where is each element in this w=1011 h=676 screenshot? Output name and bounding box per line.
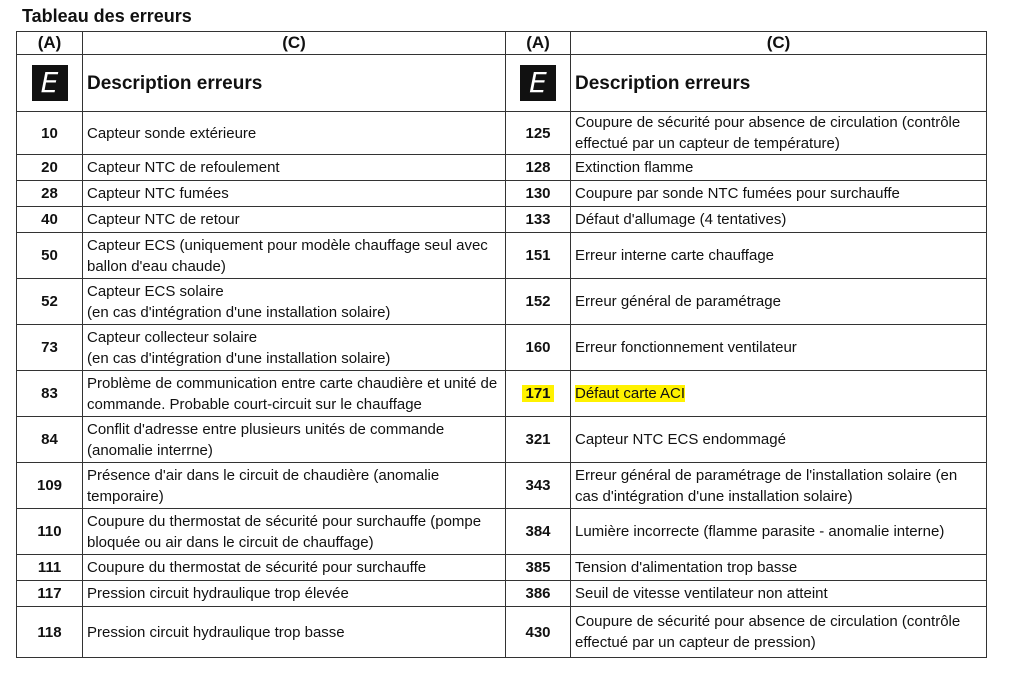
error-description-cell bbox=[571, 371, 987, 417]
error-description: Capteur NTC ECS endommagé bbox=[575, 431, 786, 448]
error-description: Erreur fonctionnement ventilateur bbox=[575, 339, 797, 356]
error-code-cell bbox=[506, 325, 571, 371]
error-description: Conflit d'adresse entre plusieurs unités de commande (anomalie interrne) bbox=[87, 420, 445, 459]
error-code: 109 bbox=[36, 477, 63, 494]
error-code-cell bbox=[506, 233, 571, 279]
description-header: Description erreurs bbox=[83, 55, 506, 112]
table-row bbox=[17, 207, 987, 233]
error-description-cell bbox=[571, 581, 987, 607]
error-code-cell bbox=[506, 155, 571, 181]
error-description-cell bbox=[571, 112, 987, 155]
error-code: 151 bbox=[525, 247, 551, 264]
error-code: 321 bbox=[525, 431, 551, 448]
error-code-cell bbox=[17, 233, 83, 279]
error-description-cell bbox=[83, 371, 506, 417]
column-a-header: (A) bbox=[506, 32, 571, 55]
column-c-header: (C) bbox=[571, 32, 987, 55]
table-row bbox=[17, 581, 987, 607]
error-code-cell bbox=[17, 555, 83, 581]
error-description: Capteur ECS (uniquement pour modèle chauffage seul avec ballon d'eau chaude) bbox=[87, 236, 488, 275]
error-code: 133 bbox=[525, 211, 551, 228]
error-display-icon: E bbox=[520, 65, 556, 101]
error-description-cell bbox=[571, 279, 987, 325]
error-description-cell bbox=[83, 181, 506, 207]
error-description-cell bbox=[571, 463, 987, 509]
error-description-cell bbox=[571, 155, 987, 181]
error-code: 10 bbox=[41, 124, 58, 142]
column-a-header: (A) bbox=[17, 32, 83, 55]
error-code: 40 bbox=[41, 211, 58, 228]
table-row bbox=[17, 509, 987, 555]
error-description-cell bbox=[571, 181, 987, 207]
error-code-cell bbox=[17, 463, 83, 509]
error-description: Capteur sonde extérieure bbox=[87, 124, 257, 142]
column-c-header: (C) bbox=[83, 32, 506, 55]
error-description-cell bbox=[571, 417, 987, 463]
error-code-cell bbox=[506, 371, 571, 417]
error-code-cell bbox=[17, 112, 83, 155]
table-row bbox=[17, 371, 987, 417]
error-description: Capteur NTC fumées bbox=[87, 185, 229, 202]
error-code-cell bbox=[17, 279, 83, 325]
error-description: Problème de communication entre carte chaudière et unité de commande. Probable court-circuit sur le chauffage bbox=[87, 374, 498, 413]
error-code: 20 bbox=[41, 159, 58, 176]
error-description: Capteur collecteur solaire (en cas d'intégration d'une installation solaire) bbox=[87, 328, 391, 367]
error-code-cell bbox=[506, 607, 571, 658]
table-row bbox=[17, 555, 987, 581]
error-table bbox=[16, 31, 987, 658]
table-row bbox=[17, 279, 987, 325]
error-description: Coupure de sécurité pour absence de circulation (contrôle effectué par un capteur de température) bbox=[575, 114, 961, 152]
table-row bbox=[17, 607, 987, 658]
error-code: 110 bbox=[37, 523, 62, 540]
table-row bbox=[17, 325, 987, 371]
error-description: Coupure du thermostat de sécurité pour surchauffe bbox=[87, 559, 427, 576]
error-code: 118 bbox=[37, 623, 62, 641]
error-code-cell bbox=[17, 581, 83, 607]
error-description: Tension d'alimentation trop basse bbox=[575, 559, 798, 576]
error-code-cell bbox=[17, 371, 83, 417]
error-description: Extinction flamme bbox=[575, 159, 694, 176]
error-code: 83 bbox=[41, 385, 58, 402]
table-row bbox=[17, 112, 987, 155]
error-code-cell bbox=[17, 207, 83, 233]
error-code-cell bbox=[506, 207, 571, 233]
error-description: Capteur NTC de retour bbox=[87, 211, 240, 228]
error-description-cell bbox=[571, 555, 987, 581]
error-code: 130 bbox=[525, 185, 551, 202]
error-description: Pression circuit hydraulique trop élevée bbox=[87, 585, 349, 602]
error-description-cell bbox=[83, 233, 506, 279]
error-code-cell bbox=[17, 325, 83, 371]
error-code-cell bbox=[506, 509, 571, 555]
table-row bbox=[17, 181, 987, 207]
error-code-cell bbox=[17, 155, 83, 181]
error-description-cell bbox=[571, 207, 987, 233]
page-title: Tableau des erreurs bbox=[22, 6, 192, 26]
error-code: 111 bbox=[37, 559, 62, 576]
error-code: 385 bbox=[525, 559, 551, 576]
error-description-cell bbox=[571, 509, 987, 555]
error-code-cell bbox=[506, 463, 571, 509]
error-description: Capteur ECS solaire (en cas d'intégration d'une installation solaire) bbox=[87, 282, 391, 321]
error-code-cell bbox=[506, 112, 571, 155]
table-row bbox=[17, 155, 987, 181]
error-code: 50 bbox=[41, 247, 58, 264]
error-code: 152 bbox=[525, 293, 551, 310]
error-description: Défaut carte ACI bbox=[575, 385, 686, 402]
error-description: Erreur interne carte chauffage bbox=[575, 247, 775, 264]
error-description: Lumière incorrecte (flamme parasite - anomalie interne) bbox=[575, 523, 945, 540]
error-code-cell bbox=[506, 181, 571, 207]
error-code: 384 bbox=[525, 523, 551, 540]
error-code-cell bbox=[17, 607, 83, 658]
error-description: Défaut d'allumage (4 tentatives) bbox=[575, 211, 787, 228]
error-description: Coupure du thermostat de sécurité pour surchauffe (pompe bloquée ou air dans le circuit de chauffage) bbox=[87, 512, 482, 551]
error-code-cell bbox=[17, 509, 83, 555]
error-description: Pression circuit hydraulique trop basse bbox=[87, 623, 345, 641]
error-description-cell bbox=[83, 509, 506, 555]
error-description: Coupure de sécurité pour absence de circulation (contrôle effectué par un capteur de pression) bbox=[575, 613, 961, 651]
table-row bbox=[17, 463, 987, 509]
error-description: Présence d'air dans le circuit de chaudière (anomalie temporaire) bbox=[87, 466, 440, 505]
error-display-icon: E bbox=[32, 65, 68, 101]
error-description-cell bbox=[83, 279, 506, 325]
table-row bbox=[17, 417, 987, 463]
error-code-cell bbox=[506, 581, 571, 607]
error-code-cell bbox=[506, 555, 571, 581]
error-description-cell bbox=[83, 325, 506, 371]
error-description: Erreur général de paramétrage de l'installation solaire (en cas d'intégration d'une installation solaire) bbox=[575, 466, 958, 505]
error-description-cell bbox=[83, 207, 506, 233]
error-description: Capteur NTC de refoulement bbox=[87, 159, 280, 176]
error-code: 84 bbox=[41, 431, 58, 448]
error-code: 386 bbox=[525, 585, 551, 602]
column-header-row bbox=[17, 32, 987, 55]
error-code: 160 bbox=[525, 339, 551, 356]
error-code: 125 bbox=[525, 124, 551, 142]
error-description-cell bbox=[83, 555, 506, 581]
error-description-cell bbox=[83, 463, 506, 509]
error-code-cell bbox=[17, 181, 83, 207]
error-description-cell bbox=[83, 155, 506, 181]
description-header: Description erreurs bbox=[571, 55, 987, 112]
error-description-cell bbox=[571, 607, 987, 658]
error-code: 52 bbox=[41, 293, 58, 310]
error-code: 430 bbox=[525, 623, 551, 641]
error-description: Coupure par sonde NTC fumées pour surchauffe bbox=[575, 185, 900, 202]
error-code: 117 bbox=[37, 585, 62, 602]
error-code: 128 bbox=[525, 159, 551, 176]
error-code: 28 bbox=[41, 185, 58, 202]
error-description-cell bbox=[83, 417, 506, 463]
error-description-cell bbox=[571, 325, 987, 371]
error-description: Seuil de vitesse ventilateur non atteint bbox=[575, 585, 828, 602]
error-code: 73 bbox=[41, 339, 58, 356]
error-description-cell bbox=[83, 607, 506, 658]
table-row bbox=[17, 233, 987, 279]
error-code: 343 bbox=[525, 477, 551, 494]
error-code-cell bbox=[506, 279, 571, 325]
error-description-cell bbox=[83, 581, 506, 607]
icon-header-row bbox=[17, 55, 987, 112]
error-description: Erreur général de paramétrage bbox=[575, 293, 781, 310]
error-description-cell bbox=[83, 112, 506, 155]
error-code-cell bbox=[506, 417, 571, 463]
error-code: 171 bbox=[522, 385, 553, 402]
error-code-cell bbox=[17, 417, 83, 463]
error-description-cell bbox=[571, 233, 987, 279]
